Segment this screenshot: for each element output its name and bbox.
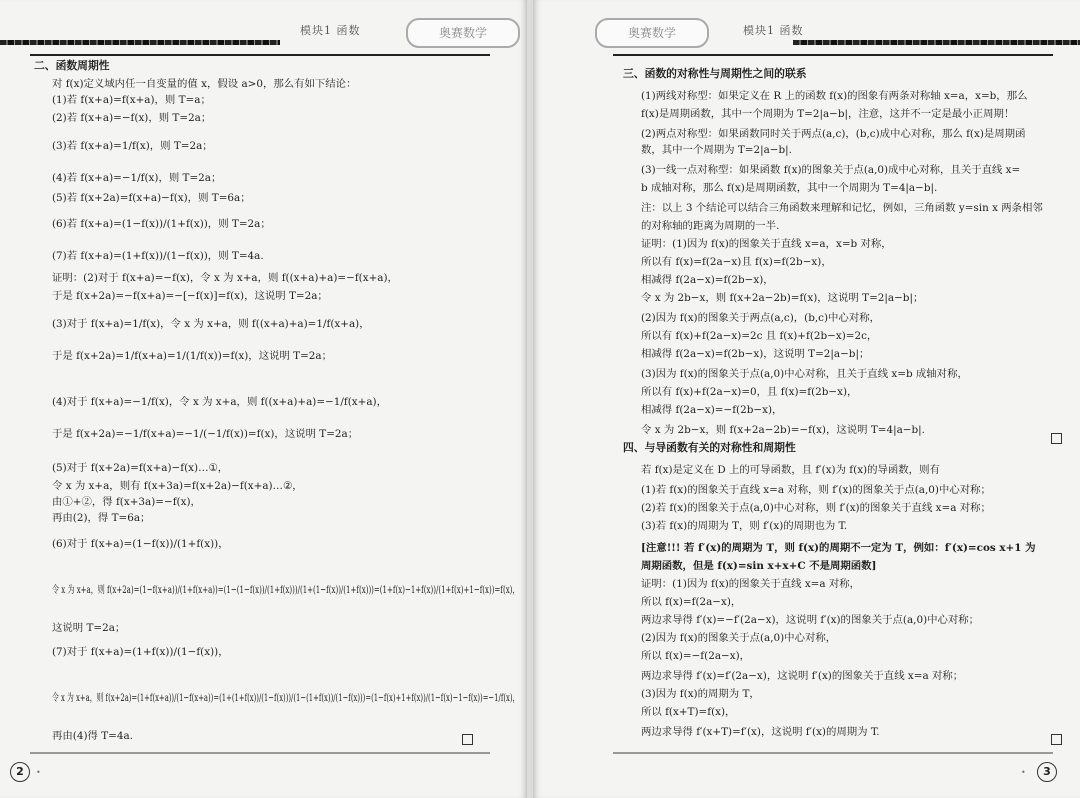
page-header — [595, 18, 855, 52]
end-of-proof-box — [1051, 433, 1062, 444]
header-rule — [0, 40, 280, 45]
header-rule — [793, 40, 1080, 45]
text-line: 所以 f(x+T)=f(x)， — [641, 706, 736, 718]
header-logo: 奥赛数学 — [595, 18, 709, 48]
text-line: 由①+②，得 f(x+3a)=−f(x)， — [52, 496, 201, 508]
header-underline — [613, 54, 1053, 56]
text-line: 两边求导得 f′(x)=f′(2a−x)，这说明 f′(x)的图象关于直线 x=a 对称； — [641, 670, 964, 682]
text-line: 的对称轴的距离为周期的一半. — [641, 220, 780, 232]
text-line: 令 x 为 x+a，则 f(x+2a)=(1+f(x+a))/(1−f(x+a))=(1+(1+f(x))/(1−f(x)))/(1−(1+f(x))/(1−f(x)))=(1−f(x)+1+f(x))/(1−f(x)−1−f(x))=−1/f(x)， — [52, 692, 520, 704]
header-underline — [30, 54, 490, 56]
page-number: 3 — [1037, 762, 1057, 782]
text-line: 令 x 为 x+a，则有 f(x+3a)=f(x+2a)−f(x+a)…②， — [52, 480, 303, 492]
text-line: (6)对于 f(x+a)=(1−f(x))/(1+f(x))， — [52, 538, 229, 550]
header-module: 模块1 函数 — [743, 24, 804, 37]
text-line: 所以有 f(x)+f(2a−x)=0，且 f(x)=f(2b−x)， — [641, 386, 858, 398]
text-line: 令 x 为 2b−x，则 f(x+2a−2b)=f(x)，这说明 T=2|a−b|； — [641, 292, 924, 304]
text-line: (3)若 f(x+a)=1/f(x)，则 T=2a； — [52, 140, 213, 152]
footer-dot: • — [36, 768, 41, 777]
text-line: 所以有 f(x)+f(2a−x)=2c 且 f(x)+f(2b−x)=2c， — [641, 330, 878, 342]
text-line: 两边求导得 f′(x+T)=f′(x)，这说明 f′(x)的周期为 T. — [641, 726, 880, 738]
text-line: 两边求导得 f′(x)=−f′(2a−x)，这说明 f′(x)的图象关于点(a,0)中心对称； — [641, 614, 980, 626]
right-page — [533, 0, 1080, 798]
text-line: [注意!!! 若 f′(x)的周期为 T，则 f(x)的周期不一定为 T，例如：f′(x)=cos x+1 为 — [641, 542, 1036, 554]
left-page — [0, 0, 527, 798]
text-line: (3)若 f(x)的周期为 T，则 f′(x)的周期也为 T. — [641, 520, 848, 532]
text-line: 若 f(x)是定义在 D 上的可导函数，且 f′(x)为 f(x)的导函数，则有 — [641, 464, 940, 476]
text-line: (3)一线一点对称型：如果函数 f(x)的图象关于点(a,0)成中心对称，且关于直线 x= — [641, 164, 1021, 176]
text-line: (7)对于 f(x+a)=(1+f(x))/(1−f(x))， — [52, 646, 229, 658]
text-line: (1)若 f(x+a)=f(x+a)，则 T=a； — [52, 94, 211, 106]
text-line: (4)若 f(x+a)=−1/f(x)，则 T=2a； — [52, 172, 222, 184]
text-line: 相减得 f(2a−x)=f(2b−x)，这说明 T=2|a−b|； — [641, 348, 870, 360]
footer-rule — [30, 752, 490, 754]
text-line: 周期函数，但是 f(x)=sin x+x+C 不是周期函数] — [641, 560, 877, 572]
footer-rule — [613, 752, 1053, 754]
text-line: (2)若 f(x+a)=−f(x)，则 T=2a； — [52, 112, 212, 124]
text-line: (2)因为 f(x)的图象关于点(a,0)中心对称， — [641, 632, 837, 644]
header-logo: 奥赛数学 — [406, 18, 520, 48]
text-line: 令 x 为 2b−x，则 f(x+2a−2b)=−f(x)，这说明 T=4|a−b|. — [641, 424, 925, 436]
text-line: 这说明 T=2a； — [52, 622, 126, 634]
text-line: 相减得 f(2a−x)=f(2b−x)， — [641, 274, 774, 286]
text-line: 相减得 f(2a−x)=−f(2b−x)， — [641, 404, 783, 416]
text-line: 于是 f(x+2a)=−1/f(x+a)=−1/(−1/f(x))=f(x)，这说明 T=2a； — [52, 428, 359, 440]
text-line: 注：以上 3 个结论可以结合三角函数来理解和记忆，例如，三角函数 y=sin x 两条相邻 — [641, 202, 1043, 214]
text-line: (3)因为 f(x)的图象关于点(a,0)中心对称，且关于直线 x=b 成轴对称， — [641, 368, 968, 380]
text-line: (7)若 f(x+a)=(1+f(x))/(1−f(x))，则 T=4a. — [52, 250, 264, 262]
text-line: 再由(2)，得 T=6a； — [52, 512, 151, 524]
text-line: 证明：(2)对于 f(x+a)=−f(x)，令 x 为 x+a，则 f((x+a)+a)=−f(x+a)， — [52, 272, 398, 284]
text-line: (4)对于 f(x+a)=−1/f(x)，令 x 为 x+a，则 f((x+a)+a)=−1/f(x+a)， — [52, 396, 387, 408]
end-of-proof-box — [1051, 734, 1062, 745]
text-line: 于是 f(x+2a)=1/f(x+a)=1/(1/f(x))=f(x)，这说明 T=2a； — [52, 350, 333, 362]
text-line: (1)两线对称型：如果定义在 R 上的函数 f(x)的图象有两条对称轴 x=a，x=b，那么 — [641, 90, 1028, 102]
text-line: (6)若 f(x+a)=(1−f(x))/(1+f(x))，则 T=2a； — [52, 218, 271, 230]
page-header — [290, 18, 520, 52]
text-line: 数，其中一个周期为 T=2|a−b|. — [641, 144, 792, 156]
text-line: 再由(4)得 T=4a. — [52, 730, 133, 742]
text-line: 证明：(1)因为 f(x)的图象关于直线 x=a 对称， — [641, 578, 861, 590]
text-line: f(x)是周期函数，其中一个周期为 T=2|a−b|，注意，这并不一定是最小正周期！ — [641, 108, 1015, 120]
page-number: 2 — [10, 762, 30, 782]
text-line: 证明：(1)因为 f(x)的图象关于直线 x=a，x=b 对称， — [641, 238, 892, 250]
text-line: (3)因为 f(x)的周期为 T， — [641, 688, 760, 700]
end-of-proof-box — [462, 734, 473, 745]
text-line: (2)若 f(x)的图象关于点(a,0)中心对称，则 f′(x)的图象关于直线 x=a 对称； — [641, 502, 991, 514]
text-line: 于是 f(x+2a)=−f(x+a)=−[−f(x)]=f(x)，这说明 T=2a； — [52, 290, 328, 302]
section-heading: 三、函数的对称性与周期性之间的联系 — [623, 67, 807, 80]
text-line: 所以有 f(x)=f(2a−x)且 f(x)=f(2b−x)， — [641, 256, 832, 268]
header-module: 模块1 函数 — [300, 24, 361, 37]
text-line: (5)若 f(x+2a)=f(x+a)−f(x)，则 T=6a； — [52, 192, 251, 204]
text-line: 对 f(x)定义域内任一自变量的值 x，假设 a>0，那么有如下结论： — [52, 78, 357, 90]
text-line: (2)两点对称型：如果函数同时关于两点(a,c)，(b,c)成中心对称，那么 f(x)是周期函 — [641, 128, 1026, 140]
footer-dot: • — [1021, 768, 1026, 777]
section-heading: 二、函数周期性 — [34, 59, 110, 72]
text-line: (3)对于 f(x+a)=1/f(x)，令 x 为 x+a，则 f((x+a)+a)=1/f(x+a)， — [52, 318, 370, 330]
text-line: b 成轴对称，那么 f(x)是周期函数，其中一个周期为 T=4|a−b|. — [641, 182, 938, 194]
text-line: 所以 f(x)=−f(2a−x)， — [641, 650, 751, 662]
text-line: (5)对于 f(x+2a)=f(x+a)−f(x)…①， — [52, 462, 229, 474]
text-line: (2)因为 f(x)的图象关于两点(a,c)，(b,c)中心对称， — [641, 312, 880, 324]
section-heading: 四、与导函数有关的对称性和周期性 — [623, 441, 796, 454]
text-line: 令 x 为 x+a，则 f(x+2a)=(1−f(x+a))/(1+f(x+a))=(1−(1−f(x))/(1+f(x)))/(1+(1−f(x))/(1+f(x)))=(1+f(x)−1+f(x))/(1+f(x)+1−f(x))=f(x)， — [52, 584, 520, 596]
text-line: 所以 f(x)=f(2a−x)， — [641, 596, 742, 608]
text-line: (1)若 f(x)的图象关于直线 x=a 对称，则 f′(x)的图象关于点(a,0)中心对称； — [641, 484, 991, 496]
